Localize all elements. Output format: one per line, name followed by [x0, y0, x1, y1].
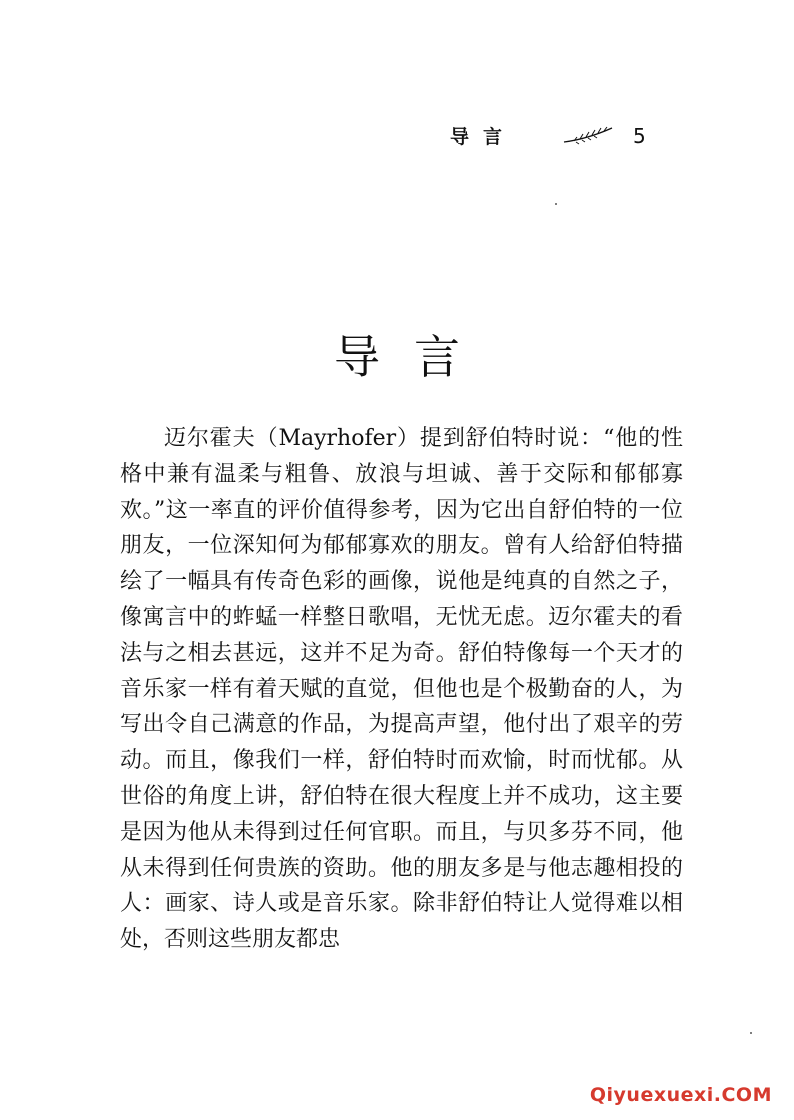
- page-number: 5: [633, 124, 646, 148]
- running-header: [450, 122, 670, 152]
- watermark: Qiyuexuexi.COM: [589, 1084, 772, 1106]
- scan-speck: [750, 1032, 752, 1034]
- chapter-title: 导言: [334, 329, 494, 384]
- scan-speck: [555, 203, 557, 205]
- body-paragraph: 迈尔霍夫（Mayrhofer）提到舒伯特时说：“他的性格中兼有温柔与粗鲁、放浪与坦诚、善于交际和郁郁寡欢。”这一率直的评价值得参考，因为它出自舒伯特的一位朋友，一位深知何为郁郁寡欢的朋友。曾有人给舒伯特描绘了一幅具有传奇色彩的画像，说他是纯真的自然之子，像寓言中的蚱蜢一样整日歌唱，无忧无虑。迈尔霍夫的看法与之相去甚远，这并不足为奇。舒伯特像每一个天才的音乐家一样有着天赋的直觉，但他也是个极勤奋的人，为写出令自己满意的作品，为提高声望，他付出了艰辛的劳动。而且，像我们一样，舒伯特时而欢愉，时而忧郁。从世俗的角度上讲，舒伯特在很大程度上并不成功，这主要是因为他从未得到过任何官职。而且，与贝多芬不同，他从未得到任何贵族的资助。他的朋友多是与他志趣相投的人：画家、诗人或是音乐家。除非舒伯特让人觉得难以相处，否则这些朋友都忠: [120, 426, 683, 953]
- header-title: 导言: [450, 126, 517, 148]
- flourish-ornament-icon: [562, 124, 622, 146]
